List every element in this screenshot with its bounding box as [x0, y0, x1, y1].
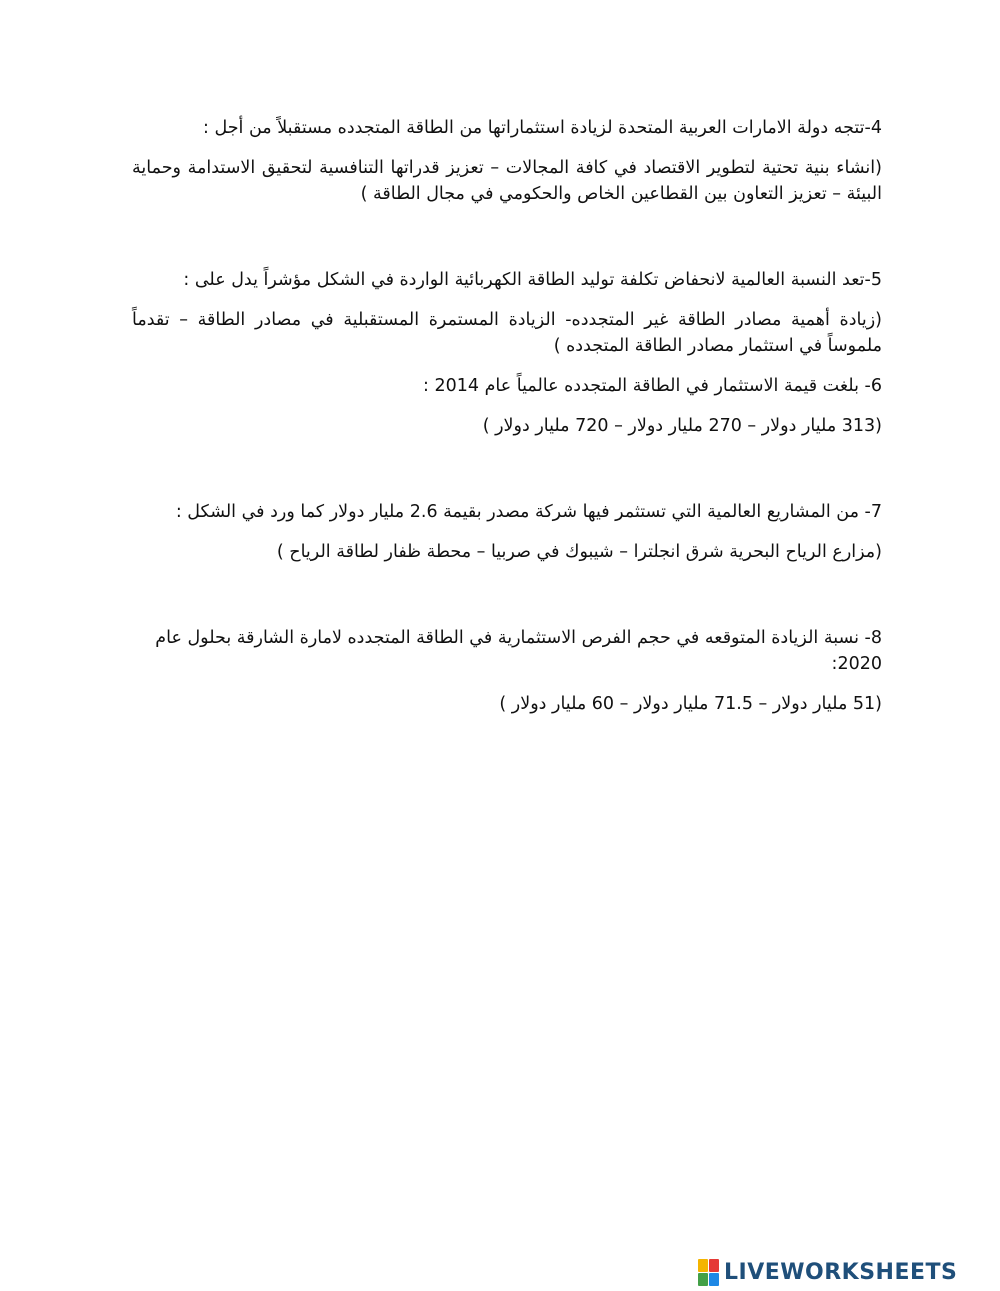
liveworksheets-logo-icon	[698, 1259, 719, 1286]
question-5: 5-تعد النسبة العالمية لانحفاض تكلفة توليد الطاقة الكهربائية الواردة في الشكل مؤشراً يدل على :	[183, 270, 882, 290]
logo-mark-cell	[698, 1259, 708, 1272]
logo-mark-cell	[709, 1259, 719, 1272]
question-8: 8- نسبة الزيادة المتوقعه في حجم الفرص الاستثمارية في الطاقة المتجدده لامارة الشارقة بحلول عام 2020:	[155, 628, 882, 674]
question-4: 4-تتجه دولة الامارات العربية المتحدة لزيادة استثماراتها من الطاقة المتجدده مستقبلاً من أجل :	[203, 118, 882, 138]
answer-options-5: (زيادة أهمية مصادر الطاقة غير المتجدده- الزيادة المستمرة المستقبلية في مصادر الطاقة – تقدماً ملموساً في استثمار مصادر الطاقة المتجدده )	[132, 310, 882, 356]
worksheet-content	[132, 115, 882, 731]
logo-mark-cell	[709, 1273, 719, 1286]
spacer	[132, 579, 882, 625]
answer-options-7: (مزارع الرياح البحرية شرق انجلترا – شيبوك في صربيا – محطة ظفار لطاقة الرياح )	[276, 542, 882, 562]
question-7: 7- من المشاريع العالمية التي تستثمر فيها شركة مصدر بقيمة 2.6 مليار دولار كما ورد في الشكل :	[175, 502, 882, 522]
answer-options-6: (313 مليار دولار – 270 مليار دولار – 720 مليار دولار )	[482, 416, 882, 436]
spacer	[132, 453, 882, 499]
question-6: 6- بلغت قيمة الاستثمار في الطاقة المتجدده عالمياً عام 2014 :	[422, 376, 882, 396]
logo-mark-cell	[698, 1273, 708, 1286]
logo-text: LIVEWORKSHEETS	[724, 1259, 958, 1285]
answer-options-4: (انشاء بنية تحتية لتطوير الاقتصاد في كافة المجالات – تعزيز قدراتها التنافسية لتحقيق الاستدامة وحماية البيئة – تعزيز التعاون بين القطاعين الخاص والحكومي في مجال الطاقة )	[132, 158, 882, 204]
liveworksheets-logo	[698, 1258, 957, 1286]
answer-options-8: (51 مليار دولار – 71.5 مليار دولار – 60 مليار دولار )	[499, 694, 882, 714]
spacer	[132, 221, 882, 267]
